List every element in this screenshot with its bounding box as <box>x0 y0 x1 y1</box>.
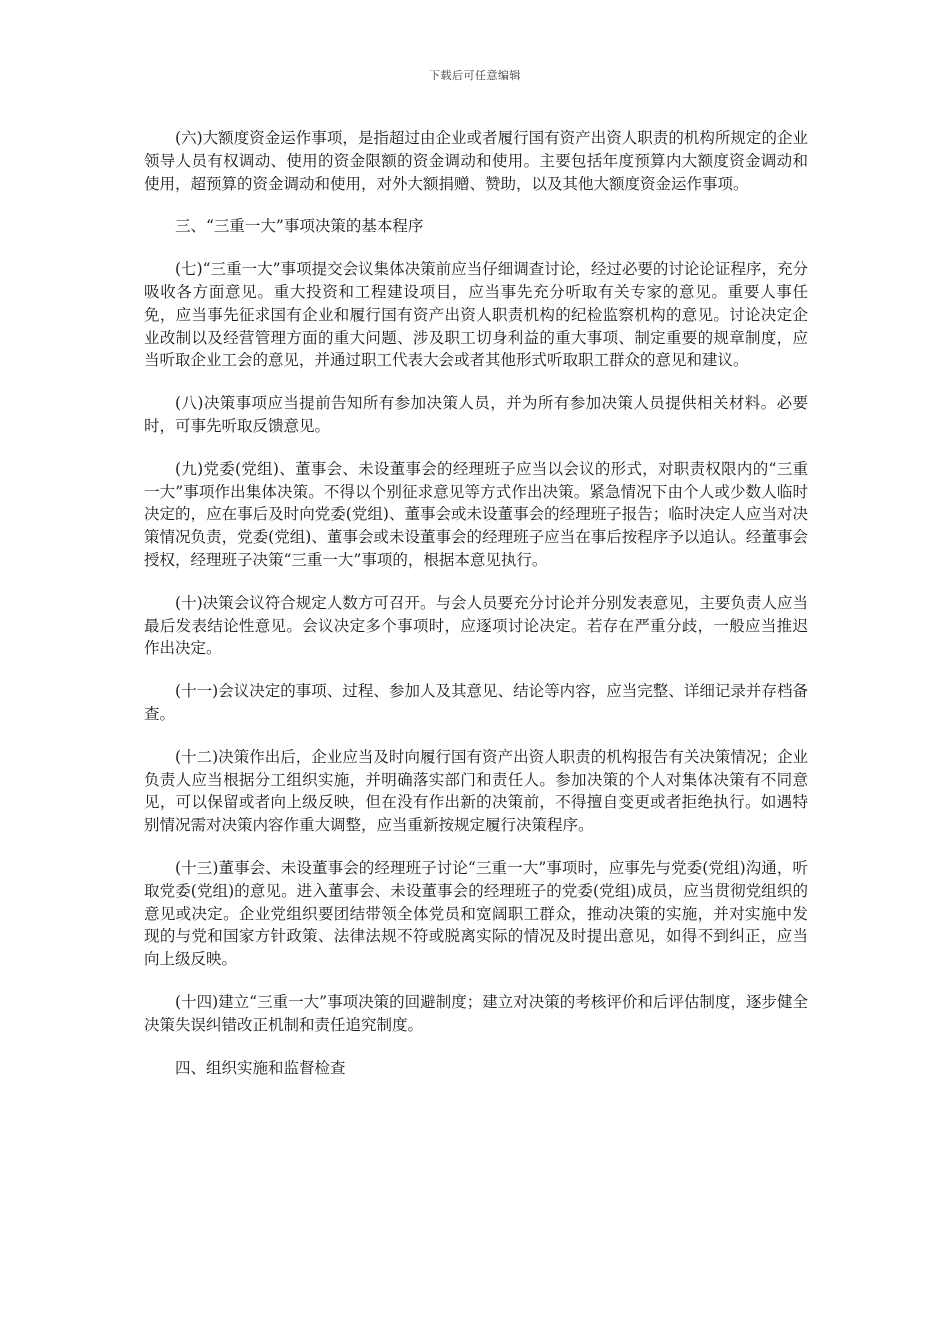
header-note: 下载后可任意编辑 <box>429 69 521 82</box>
section-heading-3: 三、“三重一大”事项决策的基本程序 <box>175 217 424 236</box>
paragraph-6: (六)大额度资金运作事项，是指超过由企业或者履行国有资产出资人职责的机构所规定的企业领导人员有权调动、使用的资金限额的资金调动和使用。主要包括年度预算内大额度资金调动和使用，超预算的资金调动和使用，对外大额捐赠、赞助，以及其他大额度资金运作事项。 <box>144 129 808 193</box>
paragraph-9: (九)党委(党组)、董事会、未设董事会的经理班子应当以会议的形式，对职责权限内的“三重一大”事项作出集体决策。不得以个别征求意见等方式作出决策。紧急情况下由个人或少数人临时决定的，应在事后及时向党委(党组)、董事会或未设董事会的经理班子报告；临时决定人应当对决策情况负责，党委(党组)、董事会或未设董事会的经理班子应当在事后按程序予以追认。经董事会授权，经理班子决策“三重一大”事项的，根据本意见执行。 <box>144 459 808 569</box>
paragraph-7: (七)“三重一大”事项提交会议集体决策前应当仔细调查讨论，经过必要的讨论论证程序，充分吸收各方面意见。重大投资和工程建设项目，应当事先充分听取有关专家的意见。重要人事任免，应当事先征求国有企业和履行国有资产出资人职责机构的纪检监察机构的意见。讨论决定企业改制以及经营管理方面的重大问题、涉及职工切身利益的重大事项、制定重要的规章制度，应当听取企业工会的意见，并通过职工代表大会或者其他形式听取职工群众的意见和建议。 <box>144 260 808 370</box>
section-heading-4: 四、组织实施和监督检查 <box>175 1058 346 1077</box>
document-body <box>144 127 808 1099</box>
paragraph-14: (十四)建立“三重一大”事项决策的回避制度；建立对决策的考核评价和后评估制度，逐步健全决策失误纠错改正机制和责任追究制度。 <box>144 992 808 1034</box>
paragraph-11: (十一)会议决定的事项、过程、参加人及其意见、结论等内容，应当完整、详细记录并存档备查。 <box>144 682 808 723</box>
paragraph-13: (十三)董事会、未设董事会的经理班子讨论“三重一大”事项时，应事先与党委(党组)沟通，听取党委(党组)的意见。进入董事会、未设董事会的经理班子的党委(党组)成员，应当贯彻党组织的意见或决定。企业党组织要团结带领全体党员和宽阔职工群众，推动决策的实施，并对实施中发现的与党和国家方针政策、法律法规不符或脱离实际的情况及时提出意见，如得不到纠正，应当向上级反映。 <box>144 858 808 969</box>
paragraph-12: (十二)决策作出后，企业应当及时向履行国有资产出资人职责的机构报告有关决策情况；企业负责人应当根据分工组织实施，并明确落实部门和责任人。参加决策的个人对集体决策有不同意见，可以保留或者向上级反映，但在没有作出新的决策前，不得擅自变更或者拒绝执行。如遇特别情况需对决策内容作重大调整，应当重新按规定履行决策程序。 <box>144 747 808 835</box>
paragraph-8: (八)决策事项应当提前告知所有参加决策人员，并为所有参加决策人员提供相关材料。必要时，可事先听取反馈意见。 <box>144 394 808 435</box>
paragraph-10: (十)决策会议符合规定人数方可召开。与会人员要充分讨论并分别发表意见，主要负责人应当最后发表结论性意见。会议决定多个事项时，应逐项讨论决定。若存在严重分歧，一般应当推迟作出决定。 <box>144 593 808 658</box>
